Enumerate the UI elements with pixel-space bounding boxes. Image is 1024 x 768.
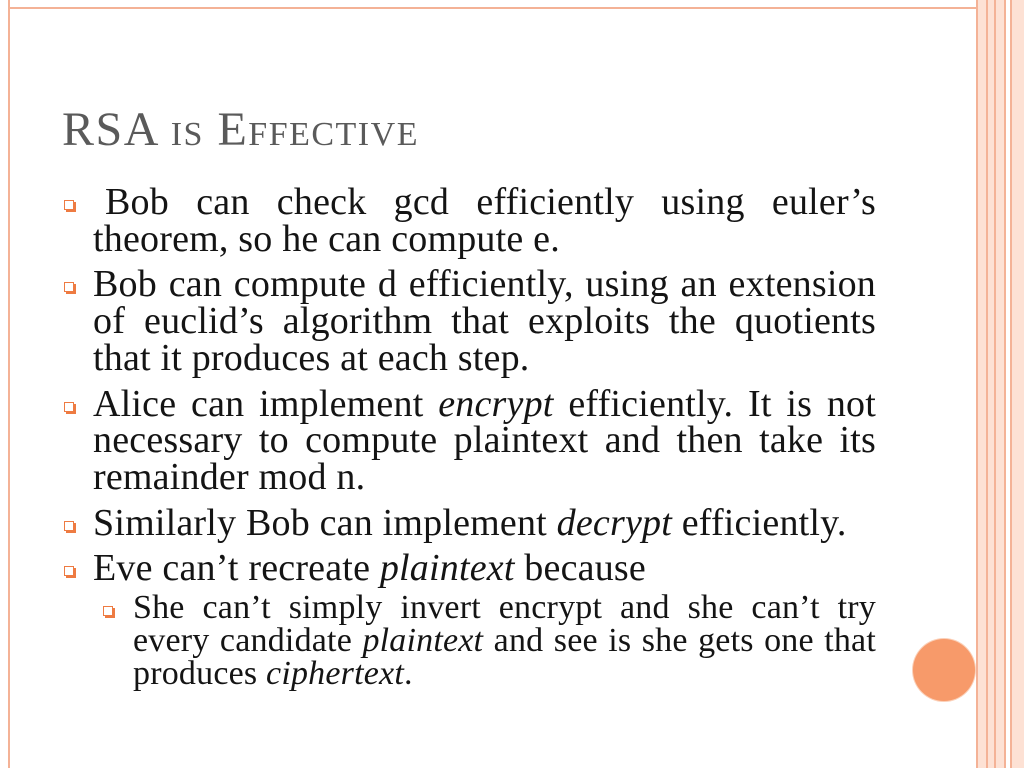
- emphasis-text: decrypt: [556, 501, 673, 544]
- left-border-line: [8, 0, 10, 768]
- sub-bullet-item: [103, 589, 876, 693]
- bullet-text: efficiently. It is not necessary to compute plaintext and then take its remainder mod n.: [93, 382, 876, 498]
- sub-bullet-text: .: [403, 655, 413, 693]
- bullet-text: Alice can implement: [93, 382, 439, 425]
- square-bullet-icon: [64, 566, 74, 576]
- right-stripe-decoration: [976, 0, 1024, 768]
- stripe-fill: [1012, 0, 1024, 768]
- bullet-list: [64, 181, 876, 693]
- stripe-fill: [978, 0, 986, 768]
- slide-title: RSA is Effective: [62, 103, 419, 156]
- square-bullet-icon: [103, 606, 113, 616]
- square-bullet-icon: [64, 521, 74, 531]
- emphasis-text: ciphertext: [266, 655, 404, 693]
- bullet-item: [64, 382, 876, 498]
- orange-circle-decoration: [913, 639, 975, 701]
- bullet-text: Similarly Bob can implement: [93, 501, 557, 544]
- sub-bullet-text: and see is she gets one that produces: [133, 622, 876, 693]
- bullet-text: Eve can’t recreate: [93, 547, 380, 590]
- sub-bullet-list: [103, 589, 876, 693]
- emphasis-text: plaintext: [362, 622, 484, 660]
- emphasis-text: plaintext: [379, 547, 515, 590]
- bullet-text: efficiently.: [672, 501, 847, 544]
- emphasis-text: encrypt: [438, 382, 554, 425]
- stripe-fill: [996, 0, 1004, 768]
- square-bullet-icon: [64, 282, 74, 292]
- sub-bullet-text: She can’t simply invert encrypt and she can’t try every candidate: [133, 589, 876, 660]
- bullet-text: Bob can compute d efficiently, using an extension of euclid’s algorithm that exploits the quotients that it produces at each step.: [93, 263, 876, 379]
- top-border-line: [8, 7, 976, 9]
- bullet-item: [64, 181, 876, 260]
- bullet-item: [64, 547, 876, 590]
- bullet-text: Bob can check gcd efficiently using euler’s theorem, so he can compute e.: [93, 181, 876, 260]
- stripe-line: [1004, 0, 1006, 768]
- square-bullet-icon: [64, 200, 74, 210]
- bullet-text: because: [514, 547, 646, 590]
- bullet-item: [64, 263, 876, 379]
- bullet-item: [64, 501, 876, 544]
- square-bullet-icon: [64, 402, 74, 412]
